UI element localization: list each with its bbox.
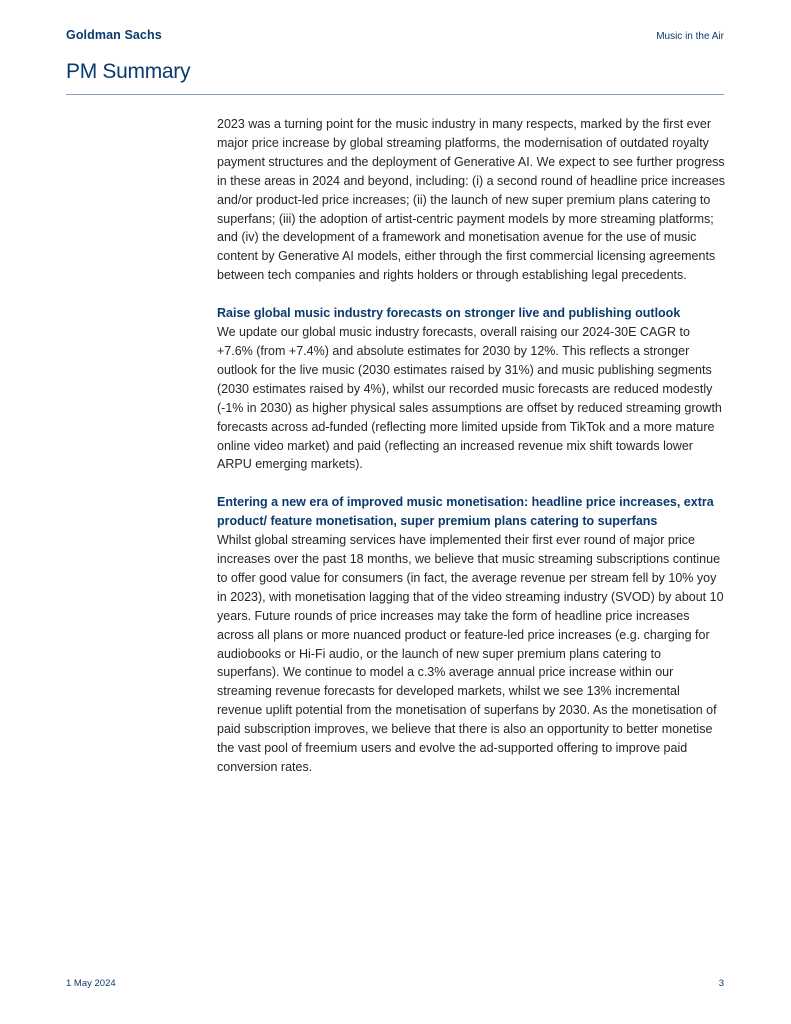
page-title: PM Summary — [66, 60, 191, 83]
page-number: 3 — [718, 978, 724, 989]
section-heading-monetisation: Entering a new era of improved music monetisation: headline price increases, extra product/ feature monetisation, super premium plans catering to superfans — [217, 495, 714, 529]
brand-name: Goldman Sachs — [66, 28, 162, 42]
section-body-forecasts: We update our global music industry forecasts, overall raising our 2024-30E CAGR to +7.6% (from +7.4%) and absolute estimates for 2030 by 12%. This reflects a stronger outlook for the live music (2030 estimates raised by 31%) and music publishing segments (2030 estimates raised by 4%), whilst our recorded music forecasts are reduced modestly (-1% in 2030) as higher physical sales assumptions are offset by reduced streaming growth forecasts across ad-funded (reflecting more limited upside from TikTok and a more mature online video market) and paid (reflecting an increased revenue mix shift towards lower ARPU emerging markets). — [217, 325, 722, 472]
main-content — [217, 115, 725, 777]
intro-paragraph: 2023 was a turning point for the music industry in many respects, marked by the first ever major price increase by global streaming platforms, the modernisation of outdated royalty payment structures and the deployment of Generative AI. We expect to see further progress in these areas in 2024 and beyond, including: (i) a second round of headline price increases and/or product-led price increases; (ii) the launch of new super premium plans catering to superfans; (iii) the adoption of artist-centric payment models by more streaming platforms; and (iv) the development of a framework and monetisation avenue for the use of music content by Generative AI models, either through the first commercial licensing agreements between tech companies and rights holders or through establishing legal precedents. — [217, 117, 725, 283]
section-body-monetisation: Whilst global streaming services have implemented their first ever round of major price increases over the past 18 months, we believe that music streaming subscriptions continue to offer good value for consumers (in fact, the average revenue per stream fell by 10% yoy in 2023), with monetisation lagging that of the video streaming industry (SVOD) by about 10 years. Future rounds of price increases may take the form of headline price increases across all plans or more nuanced product or feature-led price increases (e.g. charging for audiobooks or Hi-Fi audio, or the launch of new super premium plans catering to superfans). We continue to model a c.3% average annual price increase within our streaming revenue forecasts for developed markets, whilst we see 13% incremental revenue uplift potential from the monetisation of superfans by 2030. As the monetisation of paid subscription improves, we believe that there is also an opportunity to better monetise the vast pool of freemium users and evolve the ad-supported offering to improve paid conversion rates. — [217, 533, 724, 774]
report-title: Music in the Air — [656, 31, 724, 42]
footer-date: 1 May 2024 — [66, 978, 116, 989]
section-heading-forecasts: Raise global music industry forecasts on stronger live and publishing outlook — [217, 306, 681, 321]
title-divider — [66, 94, 724, 95]
